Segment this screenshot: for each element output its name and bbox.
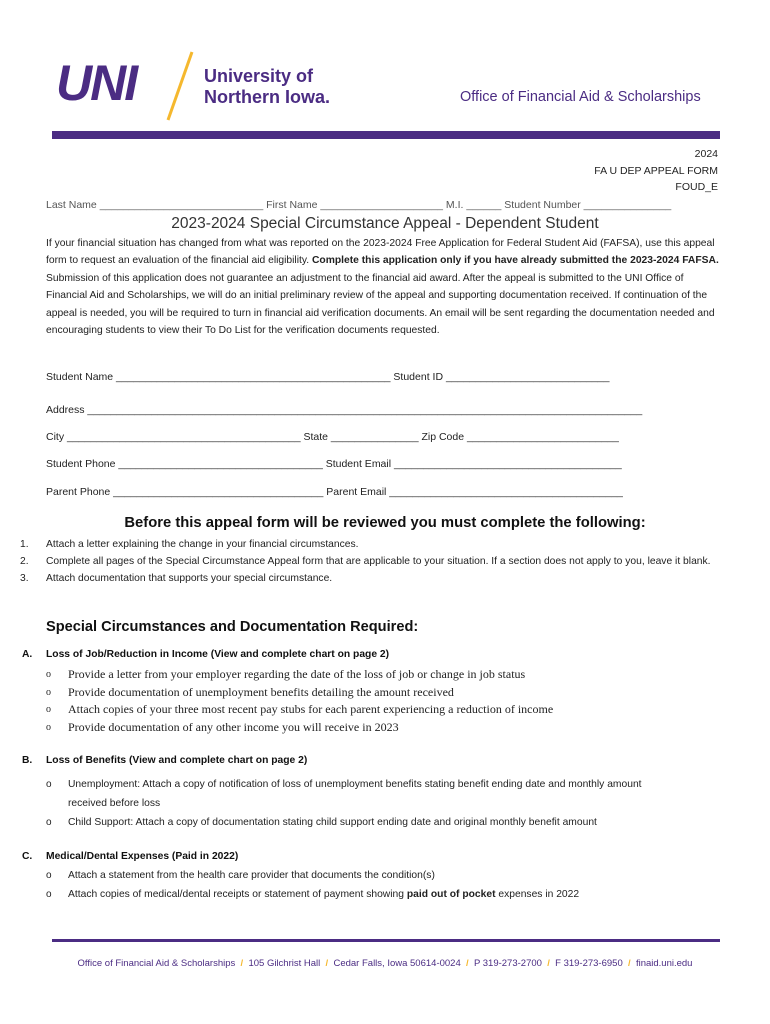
requirements-list (20, 537, 722, 587)
list-item: o Attach copies of medical/dental receipts or statement of payment showing paid out of pocket expenses in 2022 (46, 888, 580, 900)
parent-phone-email-field[interactable]: Parent Phone ____________________________________ Parent Email ________________________________________ (46, 486, 623, 498)
logo-slash-icon (160, 50, 198, 122)
requirements-heading: Before this appeal form will be reviewed you must complete the following: (124, 515, 646, 531)
list-item: o Provide documentation of unemployment benefits detailing the amount received (46, 684, 454, 699)
website-link[interactable]: finaid.uni.edu (635, 958, 693, 969)
list-item: 2. Complete all pages of the Special Circumstance Appeal form that are applicable to your situation. If a section does not apply to you, leave it blank. (20, 555, 711, 567)
list-item: o Child Support: Attach a copy of documentation stating child support ending date and original monthly benefit amount (46, 817, 597, 828)
list-item: o Attach a statement from the health care provider that documents the condition(s) (46, 870, 435, 881)
footer-contact: Office of Financial Aid & Scholarships / 105 Gilchrist Hall / Cedar Falls, Iowa 50614-0024 / P 319-273-2700 / F 319-273-6950 / finaid.uni.edu (77, 958, 693, 969)
form-code: 2024 FA U DEP APPEAL FORM FOUD_E (594, 148, 718, 193)
section-c-list (46, 867, 722, 905)
page-title: 2023-2024 Special Circumstance Appeal - Dependent Student (171, 215, 599, 232)
list-item: o Attach copies of your three most recent pay stubs for each parent experiencing a reduction of income (46, 702, 554, 716)
section-b-list (46, 776, 646, 814)
section-b-list-2 (46, 814, 722, 833)
section-a-title: A. Loss of Job/Reduction in Income (View and complete chart on page 2) (22, 649, 390, 660)
section-b-title: B. Loss of Benefits (View and complete chart on page 2) (22, 755, 308, 766)
university-name: University of Northern Iowa. (204, 66, 331, 107)
header-divider (52, 131, 720, 139)
list-item: 3. Attach documentation that supports your special circumstance. (20, 572, 333, 584)
special-circumstances-heading: Special Circumstances and Documentation Required: (46, 619, 419, 635)
list-item: 1. Attach a letter explaining the change in your financial circumstances. (20, 539, 359, 550)
office-heading: Office of Financial Aid & Scholarships (460, 89, 701, 105)
uni-logo-text: UNI (56, 55, 137, 111)
address-field[interactable]: Address _______________________________________________________________________________________________ (46, 404, 643, 416)
section-a-list (46, 666, 722, 736)
student-name-line[interactable]: Last Name ____________________________ First Name _____________________ M.I. ______ Student Number _______________ (46, 199, 672, 211)
section-c-title: C. Medical/Dental Expenses (Paid in 2022) (22, 851, 239, 862)
intro-paragraph: If your financial situation has changed from what was reported on the 2023-2024 Free Application for Federal Student Aid (FAFSA), use this appeal form to request an evaluation of the financial aid eligibility. Complete this application only if you have already submitted the 2023-2024 FAFSA. Submission of this application does not guarantee an adjustment to the financial aid award. After the appeal is submitted to the UNI Office of Financial Aid and Scholarships, we will do an initial preliminary review of the appeal and supporting documentation received. If continuation of the appeal is needed, you will be required to turn in financial aid verification documents. An email will be sent regarding the documentation needed and encouraging students to view their To Do List for the verification documents requested. (46, 238, 719, 337)
list-item: o Provide a letter from your employer regarding the date of the loss of job or change in job status (46, 667, 526, 681)
student-name-field[interactable]: Student Name _______________________________________________ Student ID ____________________________ (46, 371, 610, 383)
list-item: o Provide documentation of any other income you will receive in 2023 (46, 719, 399, 734)
footer-divider (52, 939, 720, 942)
city-state-zip-field[interactable]: City ________________________________________ State _______________ Zip Code __________________________ (46, 431, 619, 443)
student-phone-email-field[interactable]: Student Phone ___________________________________ Student Email _______________________________________ (46, 458, 622, 470)
list-item: o Unemployment: Attach a copy of notification of loss of unemployment benefits stating benefit ending date and monthly amount received before loss (46, 779, 642, 809)
